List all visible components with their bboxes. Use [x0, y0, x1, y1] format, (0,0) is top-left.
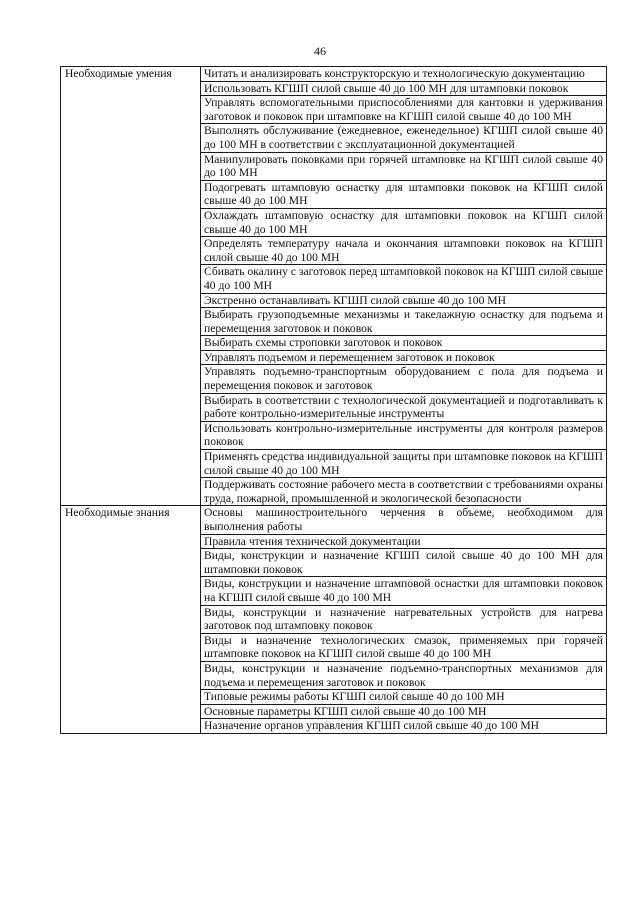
requirement-item: Поддерживать состояние рабочего места в соответствии с требованиями охраны труда, пожарной, промышленной и экологической безопасности — [201, 478, 607, 506]
requirement-item: Охлаждать штамповую оснастку для штамповки поковок на КГШП силой свыше 40 до 100 МН — [201, 208, 607, 236]
requirement-item: Типовые режимы работы КГШП силой свыше 40 до 100 МН — [201, 690, 607, 705]
requirement-item: Читать и анализировать конструкторскую и технологическую документацию — [201, 67, 607, 82]
requirement-item: Виды, конструкции и назначение нагревательных устройств для нагрева заготовок под штамповку поковок — [201, 605, 607, 633]
requirement-item: Виды, конструкции и назначение КГШП силой свыше 40 до 100 МН для штамповки поковок — [201, 549, 607, 577]
section-label-skills: Необходимые умения — [61, 67, 201, 506]
requirement-item: Экстренно останавливать КГШП силой свыше 40 до 100 МН — [201, 293, 607, 308]
requirement-item: Выбирать в соответствии с технологической документацией и подготавливать к работе контрольно-измерительные инструменты — [201, 393, 607, 421]
requirement-item: Управлять вспомогательными приспособлениями для кантовки и удерживания заготовок и поковок при штамповке на КГШП силой свыше 40 до 100 МН — [201, 96, 607, 124]
table-row — [61, 506, 607, 534]
requirement-item: Применять средства индивидуальной защиты при штамповке поковок на КГШП силой свыше 40 до 100 МН — [201, 450, 607, 478]
table-row — [61, 67, 607, 82]
requirement-item: Виды, конструкции и назначение штамповой оснастки для штамповки поковок на КГШП силой свыше 40 до 100 МН — [201, 577, 607, 605]
requirement-item: Виды и назначение технологических смазок, применяемых при горячей штамповке поковок на КГШП силой свыше 40 до 100 МН — [201, 633, 607, 661]
requirement-item: Выбирать схемы строповки заготовок и поковок — [201, 336, 607, 351]
section-label-knowledge: Необходимые знания — [61, 506, 201, 734]
requirement-item: Использовать контрольно-измерительные инструменты для контроля размеров поковок — [201, 421, 607, 449]
requirement-item: Подогревать штамповую оснастку для штамповки поковок на КГШП силой свыше 40 до 100 МН — [201, 180, 607, 208]
requirement-item: Определять температуру начала и окончания штамповки поковок на КГШП силой свыше 40 до 100 МН — [201, 237, 607, 265]
requirement-item: Виды, конструкции и назначение подъемно-транспортных механизмов для подъема и перемещения заготовок и поковок — [201, 661, 607, 689]
requirement-item: Основные параметры КГШП силой свыше 40 до 100 МН — [201, 704, 607, 719]
requirement-item: Управлять подъемом и перемещением заготовок и поковок — [201, 350, 607, 365]
requirement-item: Управлять подъемно-транспортным оборудованием с пола для подъема и перемещения поковок и заготовок — [201, 365, 607, 393]
requirement-item: Правила чтения технической документации — [201, 534, 607, 549]
requirement-item: Выполнять обслуживание (ежедневное, еженедельное) КГШП силой свыше 40 до 100 МН в соответствии с эксплуатационной документацией — [201, 124, 607, 152]
requirement-item: Назначение органов управления КГШП силой свыше 40 до 100 МН — [201, 719, 607, 734]
page-number: 46 — [314, 44, 326, 58]
requirements-table-body — [61, 67, 607, 734]
requirement-item: Выбирать грузоподъемные механизмы и такелажную оснастку для подъема и перемещения заготовок и поковок — [201, 308, 607, 336]
requirement-item: Основы машиностроительного черчения в объеме, необходимом для выполнения работы — [201, 506, 607, 534]
requirement-item: Использовать КГШП силой свыше 40 до 100 МН для штамповки поковок — [201, 81, 607, 96]
requirement-item: Сбивать окалину с заготовок перед штамповкой поковок на КГШП силой свыше 40 до 100 МН — [201, 265, 607, 293]
requirement-item: Манипулировать поковками при горячей штамповке на КГШП силой свыше 40 до 100 МН — [201, 152, 607, 180]
requirements-table — [60, 66, 607, 734]
